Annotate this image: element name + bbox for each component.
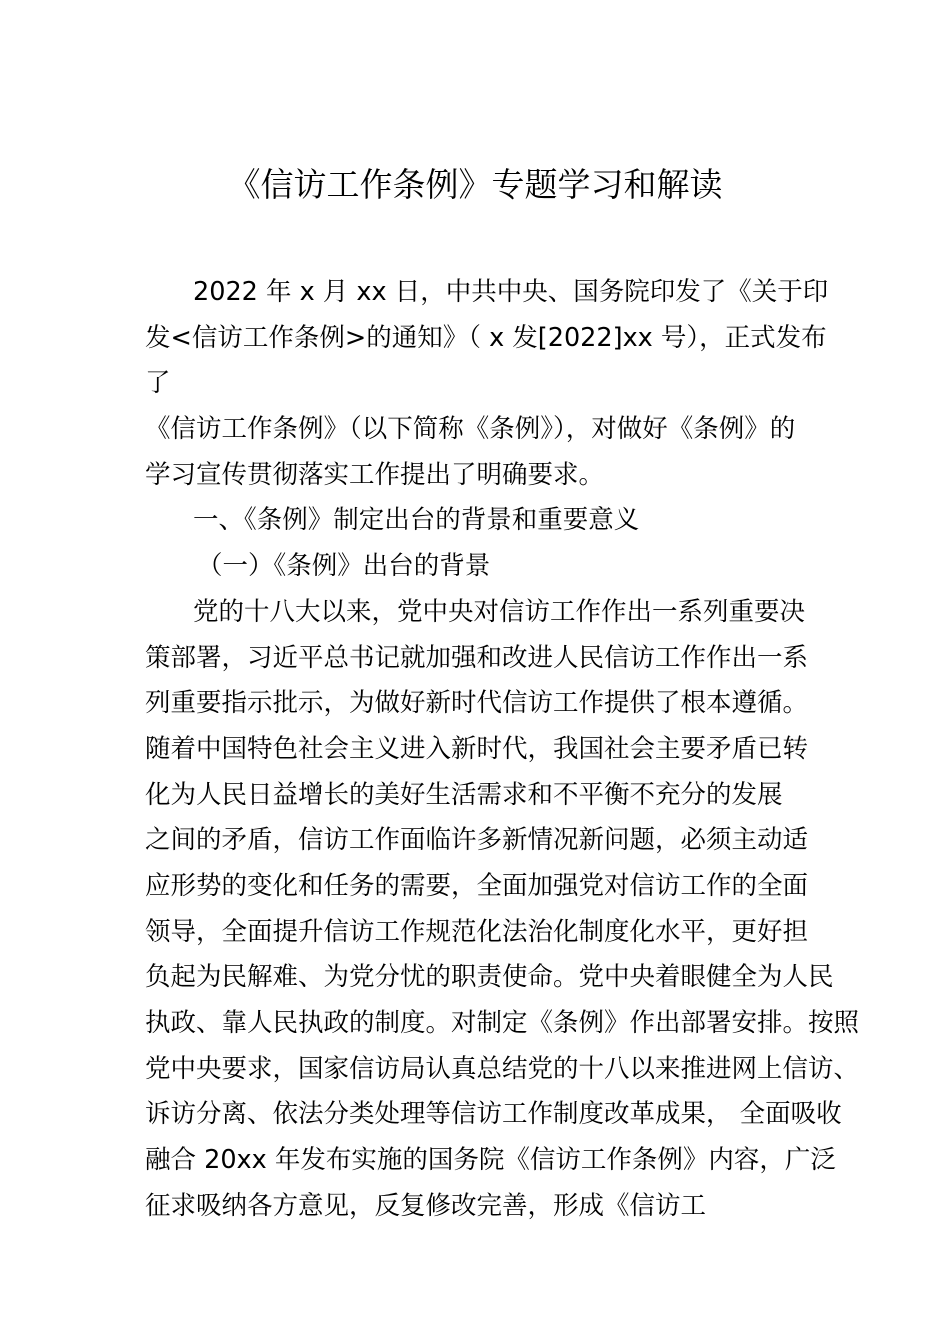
paragraph-line: 化为人民日益增长的美好生活需求和不平衡不充分的发展 bbox=[145, 779, 783, 810]
paragraph-line: 随着中国特色社会主义进入新时代，我国社会主要矛盾已转 bbox=[145, 733, 809, 764]
paragraph-line: 应形势的变化和任务的需要，全面加强党对信访工作的全面 bbox=[145, 870, 809, 901]
paragraph-line: 党的十八大以来，党中央对信访工作作出一系列重要决 bbox=[193, 596, 806, 627]
paragraph-line: 执政、靠人民执政的制度。对制定《条例》作出部署安排。按照 bbox=[145, 1008, 860, 1038]
paragraph-line: 党中央要求，国家信访局认真总结党的十八以来推进网上信访、 bbox=[145, 1053, 860, 1084]
paragraph-line: 之间的矛盾，信访工作面临许多新情况新问题，必须主动适 bbox=[145, 825, 809, 856]
paragraph-line: 征求吸纳各方意见，反复修改完善，形成《信访工 bbox=[145, 1190, 707, 1221]
subsection-heading: （一）《条例》出台的背景 bbox=[197, 551, 491, 582]
paragraph-line: 领导，全面提升信访工作规范化法治化制度化水平，更好担 bbox=[145, 916, 809, 947]
paragraph-line: 策部署，习近平总书记就加强和改进人民信访工作作出一系 bbox=[145, 642, 809, 673]
paragraph-line: 负起为民解难、为党分忧的职责使命。党中央着眼健全为人民 bbox=[145, 962, 834, 993]
paragraph-line: 《信访工作条例》（以下简称《条例》），对做好《条例》的 bbox=[145, 414, 796, 445]
paragraph-line: 列重要指示批示，为做好新时代信访工作提供了根本遵循。 bbox=[145, 688, 809, 719]
paragraph-line: 了 bbox=[145, 368, 171, 399]
document-body bbox=[145, 270, 860, 1229]
section-heading: 一、《条例》制定出台的背景和重要意义 bbox=[193, 505, 640, 536]
paragraph-line: 2022 年 x 月 xx 日，中共中央、国务院印发了《关于印 bbox=[193, 277, 829, 307]
paragraph-line: 诉访分离、依法分类处理等信访工作制度改革成果， 全面吸收 bbox=[145, 1099, 842, 1130]
paragraph-line: 学习宣传贯彻落实工作提出了明确要求。 bbox=[145, 459, 605, 490]
document-title: 《信访工作条例》专题学习和解读 bbox=[227, 165, 723, 204]
paragraph-line: 融合 20xx 年发布实施的国务院《信访工作条例》内容，广泛 bbox=[145, 1145, 836, 1176]
paragraph-line: 发<信访工作条例>的通知》（ x 发[2022]xx 号），正式发布 bbox=[145, 322, 827, 353]
